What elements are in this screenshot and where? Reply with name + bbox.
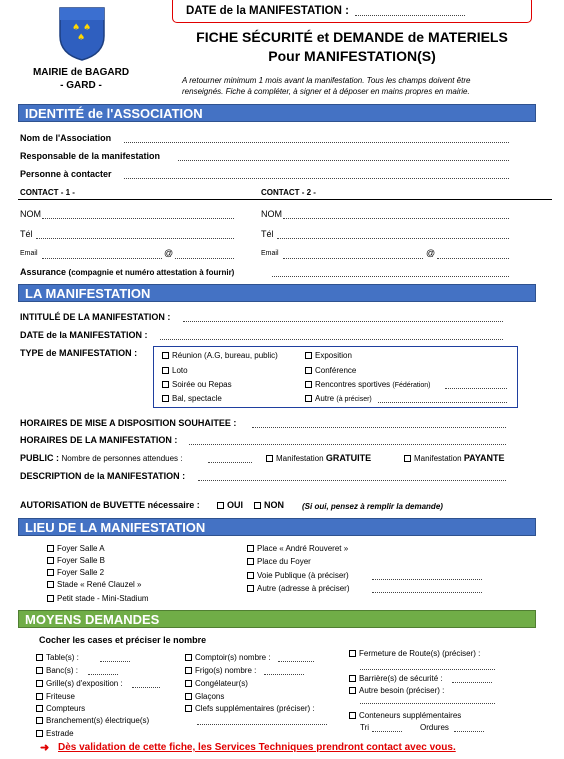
moyens-glacons[interactable]: Glaçons [185,692,224,701]
moyens-comptoir-field[interactable] [278,661,314,662]
horaires-dispo-label: HORAIRES DE MISE A DISPOSITION SOUHAITEE : [20,418,237,428]
contact2-email-field[interactable] [283,258,423,259]
contact1-email-field[interactable] [42,258,162,259]
section-moyens [18,610,536,628]
moyens-barrieres-field[interactable] [452,682,492,683]
type-sport-field[interactable] [445,388,507,389]
lieu-foyer-b[interactable]: Foyer Salle B [47,556,105,565]
moyens-frigo-field[interactable] [264,674,304,675]
assurance-label: Assurance (compagnie et numéro attestation à fournir) [20,267,235,277]
svg-text:♠: ♠ [72,23,81,33]
contact1-email-domain[interactable] [175,258,234,259]
contact1-title: CONTACT - 1 - [20,188,75,197]
lieu-petit-stade[interactable]: Petit stade - Mini-Stadium [47,594,149,603]
contact1-nom-field[interactable] [42,218,234,219]
moyens-fermeture[interactable]: Fermeture de Route(s) (préciser) : [349,649,480,658]
moyens-congelateur[interactable]: Congélateur(s) [185,679,248,688]
form-subtitle: Pour MANIFESTATION(S) [268,48,436,64]
lieu-voie-field[interactable] [372,579,482,580]
lieu-stade[interactable]: Stade « René Clauzel » [47,580,142,589]
description-field[interactable] [198,480,506,481]
contact2-email-label: Email [261,250,279,257]
logo-emblem [58,6,106,62]
lieu-foyer-a[interactable]: Foyer Salle A [47,544,105,553]
section-identite [18,104,536,122]
type-soiree[interactable]: Soirée ou Repas [162,380,232,389]
svg-text:♠: ♠ [83,23,92,33]
contact2-at: @ [426,248,436,258]
date-field[interactable] [355,15,465,16]
contact1-nom-label: NOM [20,209,41,219]
lieu-place-rouveret[interactable]: Place « André Rouveret » [247,544,348,553]
personne-contact-label: Personne à contacter [20,169,112,179]
moyens-ordures-label: Ordures [420,723,449,732]
arrow-icon: ➜ [40,742,50,754]
section-manifestation-title: LA MANIFESTATION [25,286,151,301]
moyens-tables-field[interactable] [100,661,130,662]
moyens-autre-field[interactable] [360,703,495,704]
public-field[interactable] [208,462,252,463]
contact2-email-domain[interactable] [437,258,509,259]
type-exposition[interactable]: Exposition [305,351,352,360]
moyens-tri-label: Tri [360,723,370,732]
mairie-name: MAIRIE de BAGARD [32,67,130,78]
moyens-tables[interactable]: Table(s) : [36,653,79,662]
type-bal[interactable]: Bal, spectacle [162,394,222,403]
responsable-label: Responsable de la manifestation [20,151,161,161]
instructions-2: renseignés. Fiche à compléter, à signer et à déposer en mains propres en mairie. [182,87,470,96]
moyens-bancs[interactable]: Banc(s) : [36,666,78,675]
gratuite-checkbox[interactable]: Manifestation GRATUITE [266,453,371,463]
lieu-autre-field[interactable] [372,592,482,593]
instructions-1: A retourner minimum 1 mois avant la manifestation. Tous les champs doivent être [182,76,471,85]
type-autre[interactable]: Autre (à préciser) [305,394,372,403]
moyens-subtitle: Cocher les cases et préciser le nombre [39,635,207,645]
type-sport[interactable]: Rencontres sportives (Fédération) [305,380,431,389]
personne-contact-field[interactable] [124,178,509,179]
moyens-grilles[interactable]: Grille(s) d'exposition : [36,679,123,688]
contact2-tel-label: Tél [261,229,274,239]
footer-note: Dès validation de cette fiche, les Services Techniques prendront contact avec vous. [58,742,456,753]
nom-association-label: Nom de l'Association [20,133,112,143]
responsable-field[interactable] [178,160,509,161]
moyens-compteurs[interactable]: Compteurs [36,704,85,713]
contact1-email-label: Email [20,250,38,257]
moyens-tri-field[interactable] [372,731,402,732]
nom-association-field[interactable] [124,142,509,143]
moyens-estrade[interactable]: Estrade [36,729,74,738]
date-manif-field[interactable] [160,339,503,340]
moyens-bancs-field[interactable] [88,674,118,675]
contact1-tel-label: Tél [20,229,33,239]
moyens-barrieres[interactable]: Barrière(s) de sécurité : [349,674,443,683]
moyens-autre-besoin[interactable]: Autre besoin (préciser) : [349,686,444,695]
horaires-manif-field[interactable] [189,444,506,445]
assurance-field[interactable] [272,276,509,277]
type-autre-field[interactable] [378,402,507,403]
contact2-title: CONTACT - 2 - [261,188,316,197]
horaires-manif-label: HORAIRES DE LA MANIFESTATION : [20,435,178,445]
type-conference[interactable]: Conférence [305,366,356,375]
intitule-label: INTITULÉ DE LA MANIFESTATION : [20,312,171,322]
payante-checkbox[interactable]: Manifestation PAYANTE [404,453,505,463]
description-label: DESCRIPTION de la MANIFESTATION : [20,471,186,481]
moyens-ordures-field[interactable] [454,731,484,732]
type-reunion[interactable]: Réunion (A.G, bureau, public) [162,351,278,360]
buvette-note: (Si oui, pensez à remplir la demande) [302,502,443,511]
date-label: DATE de la MANIFESTATION : [186,5,349,17]
lieu-autre[interactable]: Autre (adresse à préciser) [247,584,349,593]
contact2-nom-label: NOM [261,209,282,219]
section-lieu [18,518,536,536]
intitule-field[interactable] [183,321,503,322]
buvette-oui[interactable]: OUI [217,500,243,510]
public-label: PUBLIC : Nombre de personnes attendues : [20,453,183,463]
section-manifestation [18,284,536,302]
section-moyens-title: MOYENS DEMANDES [25,612,160,627]
buvette-non[interactable]: NON [254,500,284,510]
moyens-clefs[interactable]: Clefs supplémentaires (préciser) : [185,704,315,713]
moyens-clefs-field[interactable] [197,724,327,725]
horaires-dispo-field[interactable] [252,427,506,428]
lieu-foyer-2[interactable]: Foyer Salle 2 [47,568,104,577]
moyens-comptoir[interactable]: Comptoir(s) nombre : [185,653,271,662]
type-label: TYPE de MANIFESTATION : [20,348,138,358]
moyens-branchement[interactable]: Branchement(s) électrique(s) [36,716,149,725]
svg-text:♠: ♠ [77,33,86,43]
type-loto[interactable]: Loto [162,366,188,375]
moyens-frigo[interactable]: Frigo(s) nombre : [185,666,256,675]
section-identite-title: IDENTITÉ de l'ASSOCIATION [25,106,203,121]
moyens-conteneurs[interactable]: Conteneurs supplémentaires [349,711,461,720]
lieu-voie-publique[interactable]: Voie Publique (à préciser) [247,571,349,580]
contact-divider [18,199,552,200]
contact1-at: @ [164,248,174,258]
contact2-nom-field[interactable] [283,218,509,219]
contact2-tel-field[interactable] [277,238,509,239]
section-lieu-title: LIEU DE LA MANIFESTATION [25,520,206,535]
moyens-friteuse[interactable]: Friteuse [36,692,75,701]
moyens-grilles-field[interactable] [132,687,160,688]
moyens-fermeture-field[interactable] [360,669,495,670]
mairie-region: - GARD - [60,80,102,91]
buvette-label: AUTORISATION de BUVETTE nécessaire : [20,500,200,510]
form-title: FICHE SÉCURITÉ et DEMANDE de MATERIELS [196,29,508,45]
date-manif-label: DATE de la MANIFESTATION : [20,330,148,340]
lieu-place-foyer[interactable]: Place du Foyer [247,557,311,566]
contact1-tel-field[interactable] [36,238,234,239]
